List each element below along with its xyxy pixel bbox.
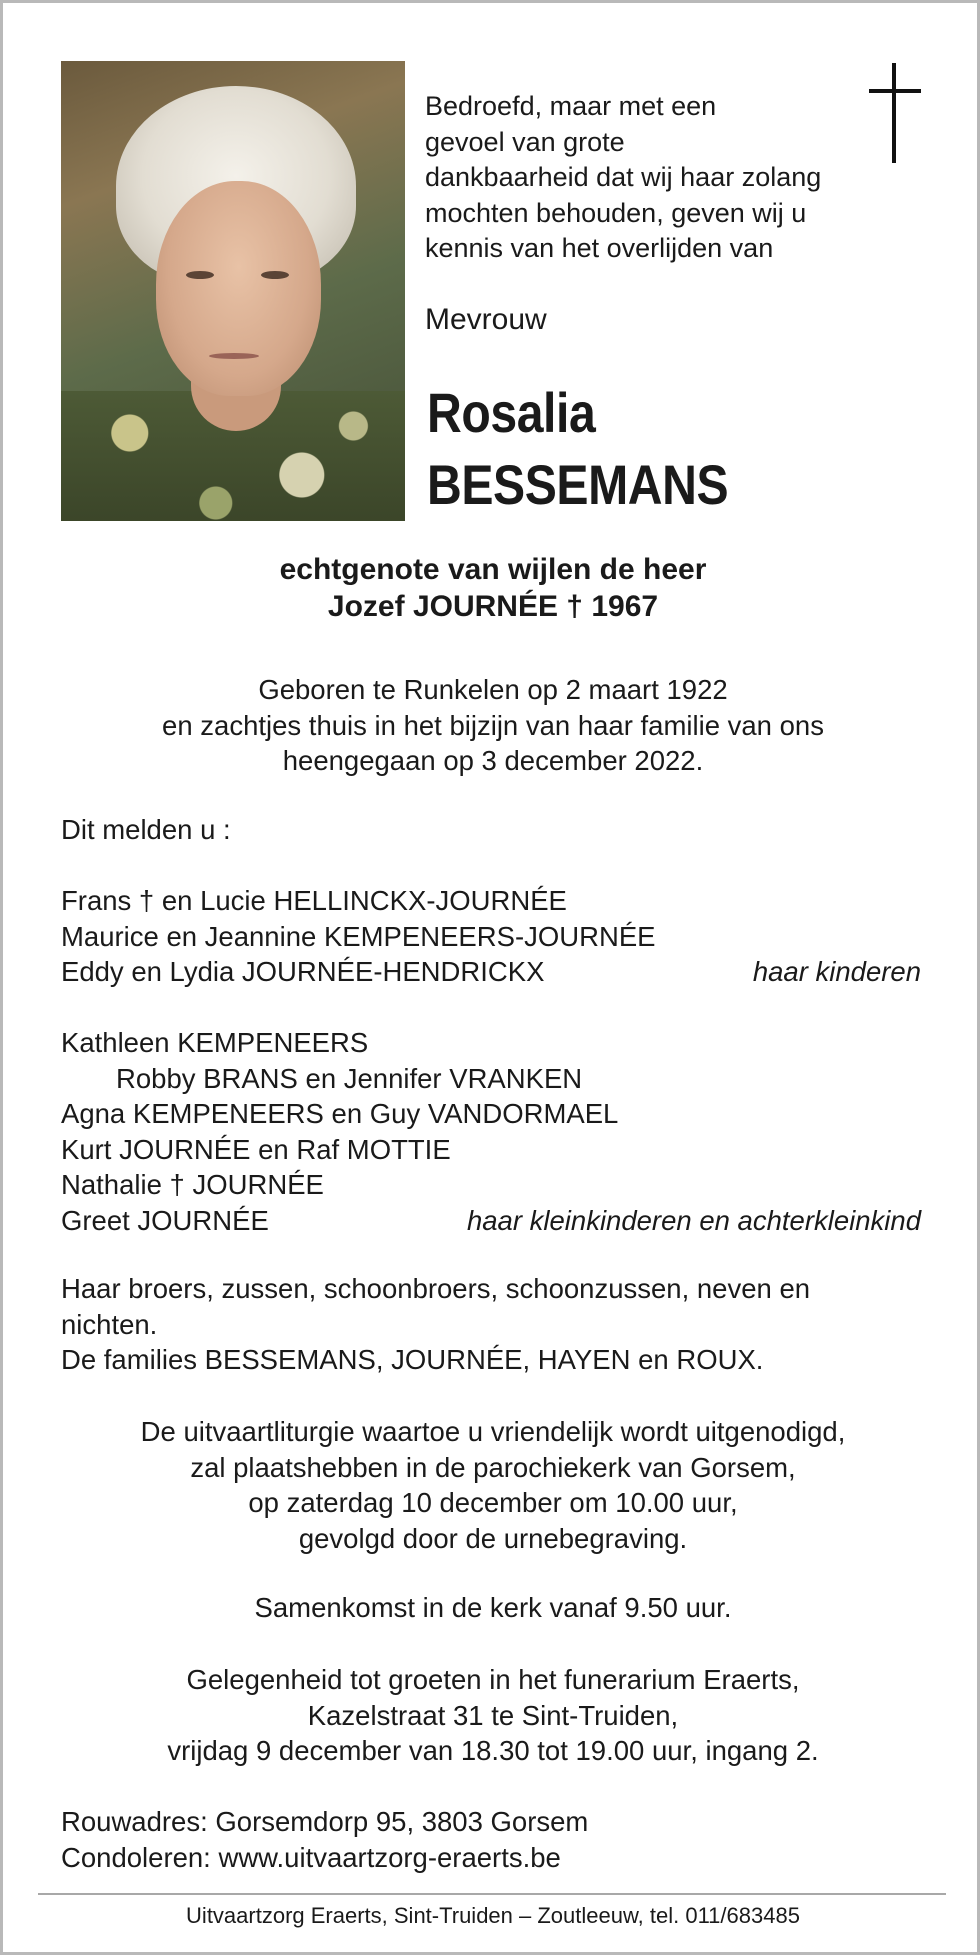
birth-line: en zachtjes thuis in het bijzijn van haar familie van ons bbox=[162, 709, 824, 741]
intro-line: kennis van het overlijden van bbox=[425, 233, 774, 263]
spouse-line: Jozef JOURNÉE † 1967 bbox=[327, 590, 659, 623]
liturgy-info bbox=[3, 1414, 980, 1556]
contact-info bbox=[61, 1804, 921, 1875]
list-item: Eddy en Lydia JOURNÉE-HENDRICKX haar kinderen bbox=[61, 954, 921, 990]
list-item: Nathalie † JOURNÉE bbox=[61, 1169, 324, 1200]
grandchildren-role: haar kleinkinderen en achterkleinkind bbox=[466, 1204, 921, 1236]
relatives-line: De families BESSEMANS, JOURNÉE, HAYEN en ROUX. bbox=[61, 1344, 764, 1375]
list-item: Greet JOURNÉE haar kleinkinderen en achterkleinkind bbox=[61, 1203, 921, 1239]
intro-line: dankbaarheid dat wij haar zolang bbox=[425, 162, 822, 192]
liturgy-line: zal plaatshebben in de parochiekerk van Gorsem, bbox=[190, 1451, 796, 1483]
portrait-mouth bbox=[209, 353, 259, 359]
deceased-name bbox=[427, 377, 728, 521]
relatives-line: nichten. bbox=[61, 1308, 158, 1340]
list-item: Kurt JOURNÉE en Raf MOTTIE bbox=[61, 1133, 451, 1165]
relatives-list bbox=[61, 1271, 921, 1378]
funeral-home-footer: Uitvaartzorg Eraerts, Sint-Truiden – Zoutleeuw, tel. 011/683485 bbox=[186, 1903, 800, 1928]
intro-line: mochten behouden, geven wij u bbox=[425, 197, 807, 228]
visitation-line: Kazelstraat 31 te Sint-Truiden, bbox=[307, 1699, 679, 1731]
footer-divider bbox=[38, 1893, 946, 1895]
list-item: Maurice en Jeannine KEMPENEERS-JOURNÉE bbox=[61, 920, 656, 952]
portrait-eye bbox=[261, 271, 289, 279]
visitation-line: Gelegenheid tot groeten in het funerarium Eraerts, bbox=[186, 1664, 800, 1695]
first-name: Rosalia bbox=[427, 381, 596, 444]
children-role: haar kinderen bbox=[752, 956, 921, 987]
condolences-link: Condoleren: www.uitvaartzorg-eraerts.be bbox=[61, 1841, 561, 1873]
last-name: BESSEMANS bbox=[427, 453, 729, 516]
salutation: Mevrouw bbox=[425, 303, 547, 336]
list-item: Frans † en Lucie HELLINCKX-JOURNÉE bbox=[61, 885, 567, 916]
relatives-line: Haar broers, zussen, schoonbroers, schoonzussen, neven en bbox=[61, 1273, 811, 1304]
spouse-info bbox=[3, 551, 980, 625]
portrait-photo bbox=[61, 61, 405, 521]
visitation-line: vrijdag 9 december van 18.30 tot 19.00 uur, ingang 2. bbox=[167, 1735, 819, 1766]
visitation-info bbox=[3, 1662, 980, 1769]
birth-line: heengegaan op 3 december 2022. bbox=[282, 745, 704, 776]
list-item: Agna KEMPENEERS en Guy VANDORMAEL bbox=[61, 1098, 619, 1129]
announce-intro: Dit melden u : bbox=[61, 814, 231, 845]
intro-line: Bedroefd, maar met een bbox=[425, 91, 717, 121]
birth-death-info bbox=[3, 672, 980, 779]
spouse-line: echtgenote van wijlen de heer bbox=[279, 553, 707, 586]
list-item: Robby BRANS en Jennifer VRANKEN bbox=[116, 1062, 583, 1094]
gathering-info: Samenkomst in de kerk vanaf 9.50 uur. bbox=[254, 1592, 732, 1623]
portrait-eye bbox=[186, 271, 214, 279]
liturgy-line: op zaterdag 10 december om 10.00 uur, bbox=[248, 1487, 738, 1518]
birth-line: Geboren te Runkelen op 2 maart 1922 bbox=[258, 674, 728, 705]
mourning-address: Rouwadres: Gorsemdorp 95, 3803 Gorsem bbox=[61, 1806, 589, 1837]
portrait-face bbox=[156, 181, 321, 396]
liturgy-line: gevolgd door de urnebegraving. bbox=[298, 1522, 688, 1554]
children-list bbox=[61, 883, 921, 990]
list-item: Kathleen KEMPENEERS bbox=[61, 1027, 369, 1058]
intro-text bbox=[425, 89, 895, 267]
intro-line: gevoel van grote bbox=[425, 126, 625, 157]
grandchildren-list bbox=[61, 1025, 921, 1238]
liturgy-line: De uitvaartliturgie waartoe u vriendelijk wordt uitgenodigd, bbox=[140, 1416, 846, 1447]
